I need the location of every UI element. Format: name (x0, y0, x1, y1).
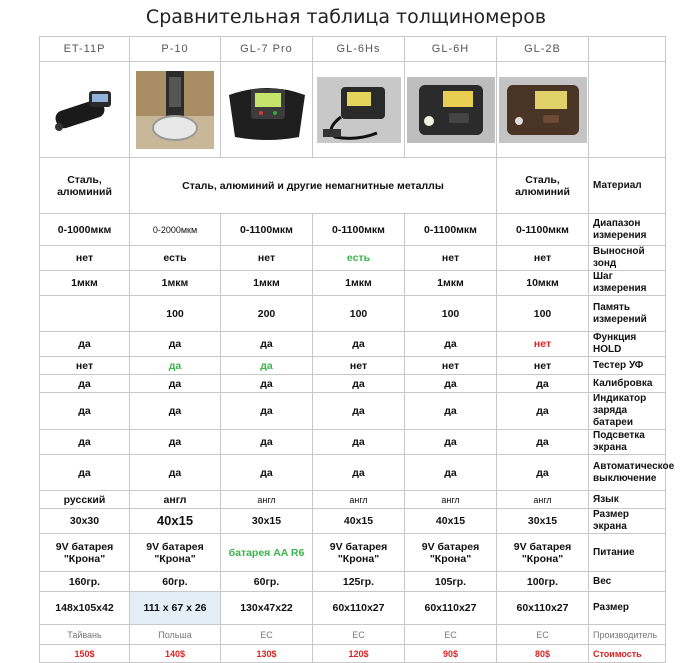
value-cell: да (405, 393, 497, 430)
value-cell: батарея AA R6 (221, 534, 313, 572)
param-label: Размер (589, 592, 666, 625)
param-label: Выносной зонд (589, 246, 666, 271)
value-cell: да (221, 393, 313, 430)
value-cell: 100 (405, 296, 497, 332)
auto-off-row (40, 455, 666, 491)
value-cell: да (405, 332, 497, 357)
uv-row (40, 357, 666, 375)
page-title: Сравнительная таблица толщиномеров (145, 6, 547, 28)
value-cell: ЕС (497, 625, 589, 645)
value-cell: да (497, 430, 589, 455)
value-cell: 30x15 (497, 509, 589, 534)
value-cell: 0-1100мкм (221, 214, 313, 246)
param-label: Размер экрана (589, 509, 666, 534)
value-cell: да (313, 375, 405, 393)
value-cell: 150$ (40, 645, 130, 663)
value-cell: нет (40, 246, 130, 271)
value-cell: да (313, 332, 405, 357)
photo-cell (497, 62, 589, 158)
value-cell: нет (40, 357, 130, 375)
hold-row (40, 332, 666, 357)
value-cell: 105гр. (405, 572, 497, 592)
value-cell: 140$ (130, 645, 221, 663)
photo-cell (221, 62, 313, 158)
value-cell: 60гр. (221, 572, 313, 592)
value-cell: да (497, 455, 589, 491)
gauge-gl6h-photo (407, 77, 495, 143)
param-label: Индикатор заряда батареи (589, 393, 666, 430)
value-cell: англ (221, 491, 313, 509)
photo-cell (405, 62, 497, 158)
value-cell: да (405, 430, 497, 455)
value-cell: да (221, 455, 313, 491)
value-cell: Сталь, алюминий (40, 158, 130, 214)
range-row (40, 214, 666, 246)
value-cell: да (221, 430, 313, 455)
value-cell: англ (405, 491, 497, 509)
value-cell: 1мкм (221, 271, 313, 296)
value-cell: 100 (130, 296, 221, 332)
gauge-gl2b-photo (499, 77, 587, 143)
model-name-cell: GL-2B (497, 37, 589, 62)
value-cell: да (40, 332, 130, 357)
value-cell: нет (497, 332, 589, 357)
value-cell: да (313, 393, 405, 430)
size-row (40, 592, 666, 625)
value-cell: нет (497, 246, 589, 271)
value-cell: 9V батарея "Крона" (405, 534, 497, 572)
value-cell: да (497, 393, 589, 430)
param-label: Память измерений (589, 296, 666, 332)
power-row (40, 534, 666, 572)
value-cell: 120$ (313, 645, 405, 663)
value-cell: да (130, 357, 221, 375)
value-cell: русский (40, 491, 130, 509)
model-header-row (40, 37, 666, 62)
param-label: Автоматическое выключение (589, 455, 666, 491)
param-label: Стоимость (589, 645, 666, 663)
value-cell: ЕС (313, 625, 405, 645)
value-cell: есть (313, 246, 405, 271)
value-cell: 80$ (497, 645, 589, 663)
value-cell: 0-1100мкм (497, 214, 589, 246)
weight-row (40, 572, 666, 592)
param-label: Материал (589, 158, 666, 214)
corner-cell (589, 37, 666, 62)
value-cell: 100гр. (497, 572, 589, 592)
model-name-cell: P-10 (130, 37, 221, 62)
model-name-cell: GL-7 Pro (221, 37, 313, 62)
value-cell (40, 296, 130, 332)
value-cell: 0-1100мкм (313, 214, 405, 246)
value-cell: нет (405, 357, 497, 375)
value-cell: да (221, 375, 313, 393)
value-cell: да (130, 393, 221, 430)
value-cell: англ (497, 491, 589, 509)
value-cell: да (40, 375, 130, 393)
param-label: Диапазон измерения (589, 214, 666, 246)
value-cell: нет (497, 357, 589, 375)
value-cell: 40x15 (405, 509, 497, 534)
value-cell: 0-1100мкм (405, 214, 497, 246)
comparison-table (39, 36, 675, 663)
param-label: Язык (589, 491, 666, 509)
value-cell: 9V батарея "Крона" (497, 534, 589, 572)
value-cell: 10мкм (497, 271, 589, 296)
value-cell: Польша (130, 625, 221, 645)
param-label: Функция HOLD (589, 332, 666, 357)
value-cell: 148x105x42 (40, 592, 130, 625)
language-row (40, 491, 666, 509)
model-name-cell: GL-6H (405, 37, 497, 62)
value-cell: нет (221, 246, 313, 271)
step-row (40, 271, 666, 296)
value-cell: англ (313, 491, 405, 509)
value-cell: да (221, 332, 313, 357)
value-cell: да (130, 455, 221, 491)
photo-cell (40, 62, 130, 158)
value-cell: нет (405, 246, 497, 271)
value-cell: 30x15 (221, 509, 313, 534)
value-cell: да (130, 332, 221, 357)
gauge-et11p-photo (45, 75, 125, 145)
value-cell: 90$ (405, 645, 497, 663)
value-cell: да (40, 430, 130, 455)
value-cell: 60x110x27 (497, 592, 589, 625)
value-cell: 1мкм (405, 271, 497, 296)
value-cell: 200 (221, 296, 313, 332)
value-cell: ЕС (221, 625, 313, 645)
photo-cell (313, 62, 405, 158)
value-cell: 1мкм (313, 271, 405, 296)
value-cell: 0-2000мкм (130, 214, 221, 246)
value-cell: Сталь, алюминий (497, 158, 589, 214)
value-cell: 9V батарея "Крона" (40, 534, 130, 572)
value-cell: 160гр. (40, 572, 130, 592)
value-cell: есть (130, 246, 221, 271)
value-cell: 40x15 (130, 509, 221, 534)
manufacturer-row (40, 625, 666, 645)
value-cell: англ (130, 491, 221, 509)
battery-indicator-row (40, 393, 666, 430)
param-label: Калибровка (589, 375, 666, 393)
value-cell: да (313, 430, 405, 455)
corner-cell (589, 62, 666, 158)
value-cell: 1мкм (40, 271, 130, 296)
value-cell: 111 x 67 x 26 (130, 592, 221, 625)
material-row (40, 158, 666, 214)
value-cell: 40x15 (313, 509, 405, 534)
value-cell: да (497, 375, 589, 393)
param-label: Питание (589, 534, 666, 572)
value-cell: да (405, 455, 497, 491)
value-cell: да (130, 430, 221, 455)
value-cell: 0-1000мкм (40, 214, 130, 246)
value-cell: да (40, 393, 130, 430)
value-cell: 100 (313, 296, 405, 332)
value-cell: 130$ (221, 645, 313, 663)
value-cell: да (40, 455, 130, 491)
value-cell: нет (313, 357, 405, 375)
gauge-gl6hs-photo (317, 77, 401, 143)
photo-row (40, 62, 666, 158)
model-name-cell: GL-6Hs (313, 37, 405, 62)
param-label: Вес (589, 572, 666, 592)
value-cell: 60гр. (130, 572, 221, 592)
param-label: Шаг измерения (589, 271, 666, 296)
param-label: Подсветка экрана (589, 430, 666, 455)
gauge-p10-photo (136, 71, 214, 149)
cost-row (40, 645, 666, 663)
value-cell: да (221, 357, 313, 375)
value-cell: ЕС (405, 625, 497, 645)
memory-row (40, 296, 666, 332)
value-cell: 130x47x22 (221, 592, 313, 625)
value-cell: 1мкм (130, 271, 221, 296)
value-cell: 30x30 (40, 509, 130, 534)
value-cell: да (313, 455, 405, 491)
photo-cell (130, 62, 221, 158)
value-cell: 125гр. (313, 572, 405, 592)
value-cell: 60x110x27 (313, 592, 405, 625)
probe-row (40, 246, 666, 271)
value-cell: 60x110x27 (405, 592, 497, 625)
value-cell: да (405, 375, 497, 393)
backlight-row (40, 430, 666, 455)
value-cell: Тайвань (40, 625, 130, 645)
value-cell: 9V батарея "Крона" (130, 534, 221, 572)
model-name-cell: ET-11P (40, 37, 130, 62)
calibration-row (40, 375, 666, 393)
screen-size-row (40, 509, 666, 534)
value-cell: да (130, 375, 221, 393)
param-label: Тестер УФ (589, 357, 666, 375)
value-cell: 100 (497, 296, 589, 332)
value-cell: 9V батарея "Крона" (313, 534, 405, 572)
value-cell: Сталь, алюминий и другие немагнитные металлы (130, 158, 497, 214)
gauge-gl7pro-photo (225, 77, 309, 143)
param-label: Производитель (589, 625, 666, 645)
